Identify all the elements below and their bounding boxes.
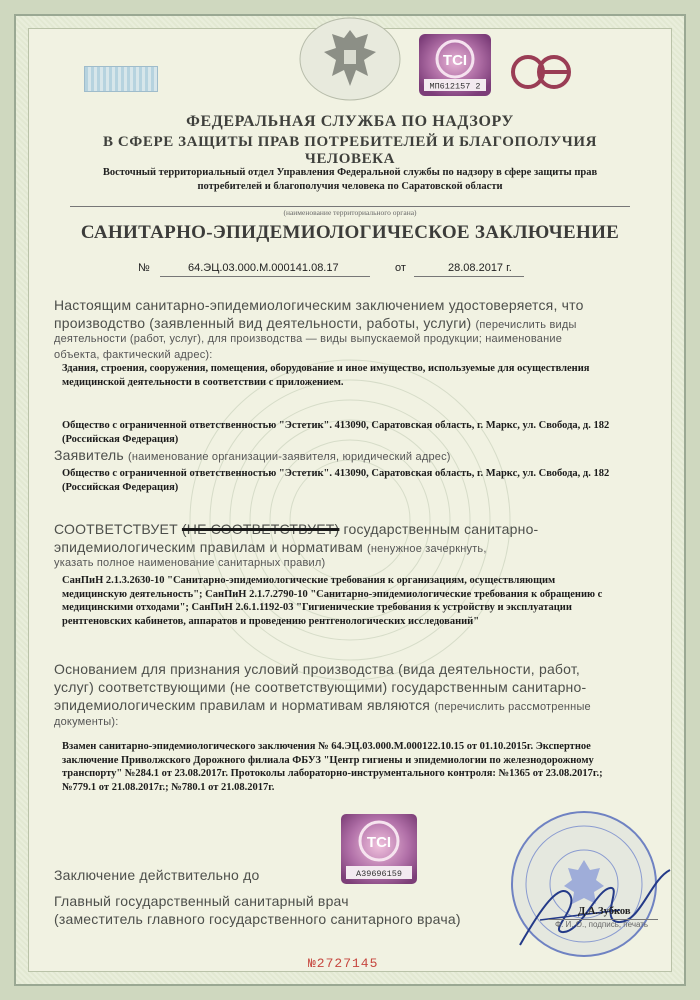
date-underline <box>414 276 524 277</box>
rules-line-2: медицинскую деятельность"; СанПиН 2.1.7.2790-10 "Санитарно-эпидемиологические требования к обращению с <box>62 588 603 600</box>
org-line-2: (Российская Федерация) <box>62 433 179 445</box>
documents-text <box>62 740 662 795</box>
applicant-label: Заявитель <box>54 447 124 463</box>
document-title: САНИТАРНО-ЭПИДЕМИОЛОГИЧЕСКОЕ ЗАКЛЮЧЕНИЕ <box>80 222 620 243</box>
docs-line-3: транспорту" №284.1 от 23.08.2017г. Протоколы лабораторно-инструментального контроля: №1365 от 23.08.2017г.; <box>62 768 603 780</box>
org-line-1: Общество с ограниченной ответственностью "Эстетик". 413090, Саратовская область, г. Маркс, ул. Свобода, д. 182 <box>62 420 610 431</box>
bottom-sticker-glyph: TCI <box>366 834 392 851</box>
basis-line-3-note: (перечислить рассмотренные <box>434 701 591 714</box>
hologram-sticker-icon <box>418 33 492 97</box>
signer-caption: Ф. И. О., подпись, печать <box>555 920 649 929</box>
signature-icon <box>500 850 680 960</box>
serial-number: №2727145 <box>308 956 379 971</box>
document-number: 64.ЭЦ.03.000.М.000141.08.17 <box>188 262 339 274</box>
sticker-code: МП612157 2 <box>429 81 481 92</box>
docs-line-2: заключение Приволжского Дорожного филиала ФБУЗ "Центр гигиены и эпидемиологии по железнодорожному <box>62 754 594 766</box>
rules-line-4: рентгеновских кабинетов, аппаратов и проведению рентгенологических исследований" <box>62 615 480 627</box>
agency-title-line-2: В СФЕРЕ ЗАЩИТЫ ПРАВ ПОТРЕБИТЕЛЕЙ И БЛАГОПОЛУЧИЯ ЧЕЛОВЕКА <box>102 134 598 167</box>
docs-line-1: Взамен санитарно-эпидемиологического заключения № 64.ЭЦ.03.000.М.000122.10.15 от 01.10.2015г. Экспертное <box>62 741 591 752</box>
territorial-department <box>60 166 640 194</box>
applicant-heading <box>54 446 451 464</box>
document-date: 28.08.2017 г. <box>448 262 512 274</box>
activity-line-1: Здания, строения, сооружения, помещения, оборудование и иное имущество, используемые для осуществления <box>62 363 590 374</box>
basis-line-4: документы): <box>54 715 119 728</box>
bottom-sticker-code: А39696159 <box>356 869 402 879</box>
hologram-strip <box>84 66 158 92</box>
intro-line-1: Настоящим санитарно-эпидемиологическим заключением удостоверяется, что <box>54 297 584 313</box>
dept-caption: (наименование территориального органа) <box>283 208 417 217</box>
compliance-paragraph <box>54 520 654 571</box>
object-org-text <box>62 419 662 446</box>
intro-line-3: деятельности (работ, услуг), для производства — виды выпускаемой продукции; наименование <box>54 333 563 346</box>
coat-of-arms-icon <box>298 16 402 102</box>
compliance-line-1 <box>54 520 654 538</box>
not-complies-struck: (НЕ СООТВЕТСТВУЕТ) <box>181 521 340 537</box>
valid-until-label: Заключение действительно до <box>54 867 260 883</box>
intro-paragraph <box>54 296 654 363</box>
rules-line-3: медицинскими отходами"; СанПиН 2.6.1.1192-03 "Гигиенические требования к устройству и эксплуатации <box>62 602 572 614</box>
complies-line-2-note: (ненужное зачеркнуть, <box>367 543 487 556</box>
docs-line-4: №779.1 от 21.08.2017г.; №780.1 от 21.08.2017г. <box>62 781 275 793</box>
basis-line-2: услуг) соответствующими (не соответствующими) государственным санитарно- <box>54 679 587 696</box>
applicant-line-1: Общество с ограниченной ответственностью "Эстетик". 413090, Саратовская область, г. Маркс, ул. Свобода, д. 182 <box>62 468 610 479</box>
chief-doctor-line-2: (заместитель главного государственного санитарного врача) <box>54 911 461 927</box>
divider <box>70 206 630 207</box>
intro-line-2-main: производство (заявленный вид деятельности, работы, услуги) <box>54 315 472 332</box>
intro-line-2-note: (перечислить виды <box>475 319 577 332</box>
activity-line-2: медицинской деятельности в соответствии с приложением. <box>62 376 344 388</box>
intro-line-4: объекта, фактический адрес): <box>54 348 213 361</box>
signer-name: Д.А.Зубков <box>578 906 631 917</box>
number-underline <box>160 276 370 277</box>
basis-line-1: Основанием для признания условий производства (вида деятельности, работ, <box>54 661 580 677</box>
basis-line-3-main: эпидемиологическим правилам и нормативам являются <box>54 697 431 714</box>
dept-line-2: потребителей и благополучия человека по Саратовской области <box>197 181 503 193</box>
dept-line-1: Восточный территориальный отдел Управления Федеральной службы по надзору в сфере защиты прав <box>102 167 598 178</box>
complies-line-2-main: эпидемиологическим правилам и нормативам <box>54 539 363 556</box>
applicant-note: (наименование организации-заявителя, юридический адрес) <box>128 451 451 463</box>
sticker-glyph: TCI <box>442 52 468 69</box>
bottom-hologram-sticker-icon <box>340 813 418 885</box>
agency-title-line-1: ФЕДЕРАЛЬНАЯ СЛУЖБА ПО НАДЗОРУ <box>186 113 514 130</box>
rules-text <box>62 574 662 629</box>
chief-doctor-line-1: Главный государственный санитарный врач <box>54 893 349 909</box>
complies-word: СООТВЕТСТВУЕТ <box>54 521 178 537</box>
number-label: № <box>138 262 150 274</box>
applicant-line-2: (Российская Федерация) <box>62 481 179 493</box>
complies-rest: государственным санитарно- <box>343 521 539 537</box>
activity-text <box>62 362 662 389</box>
sanitary-epid-logo-icon <box>506 52 578 92</box>
intro-line-2 <box>54 314 654 332</box>
date-label: от <box>395 262 406 274</box>
rules-line-1: СанПиН 2.1.3.2630-10 "Санитарно-эпидемиологические требования к организациям, осуществляющим <box>62 575 556 586</box>
basis-line-3 <box>54 696 654 714</box>
complies-line-3: указать полное наименование санитарных правил) <box>54 557 326 570</box>
applicant-text <box>62 467 662 494</box>
compliance-line-2 <box>54 538 654 556</box>
basis-paragraph <box>54 660 654 729</box>
